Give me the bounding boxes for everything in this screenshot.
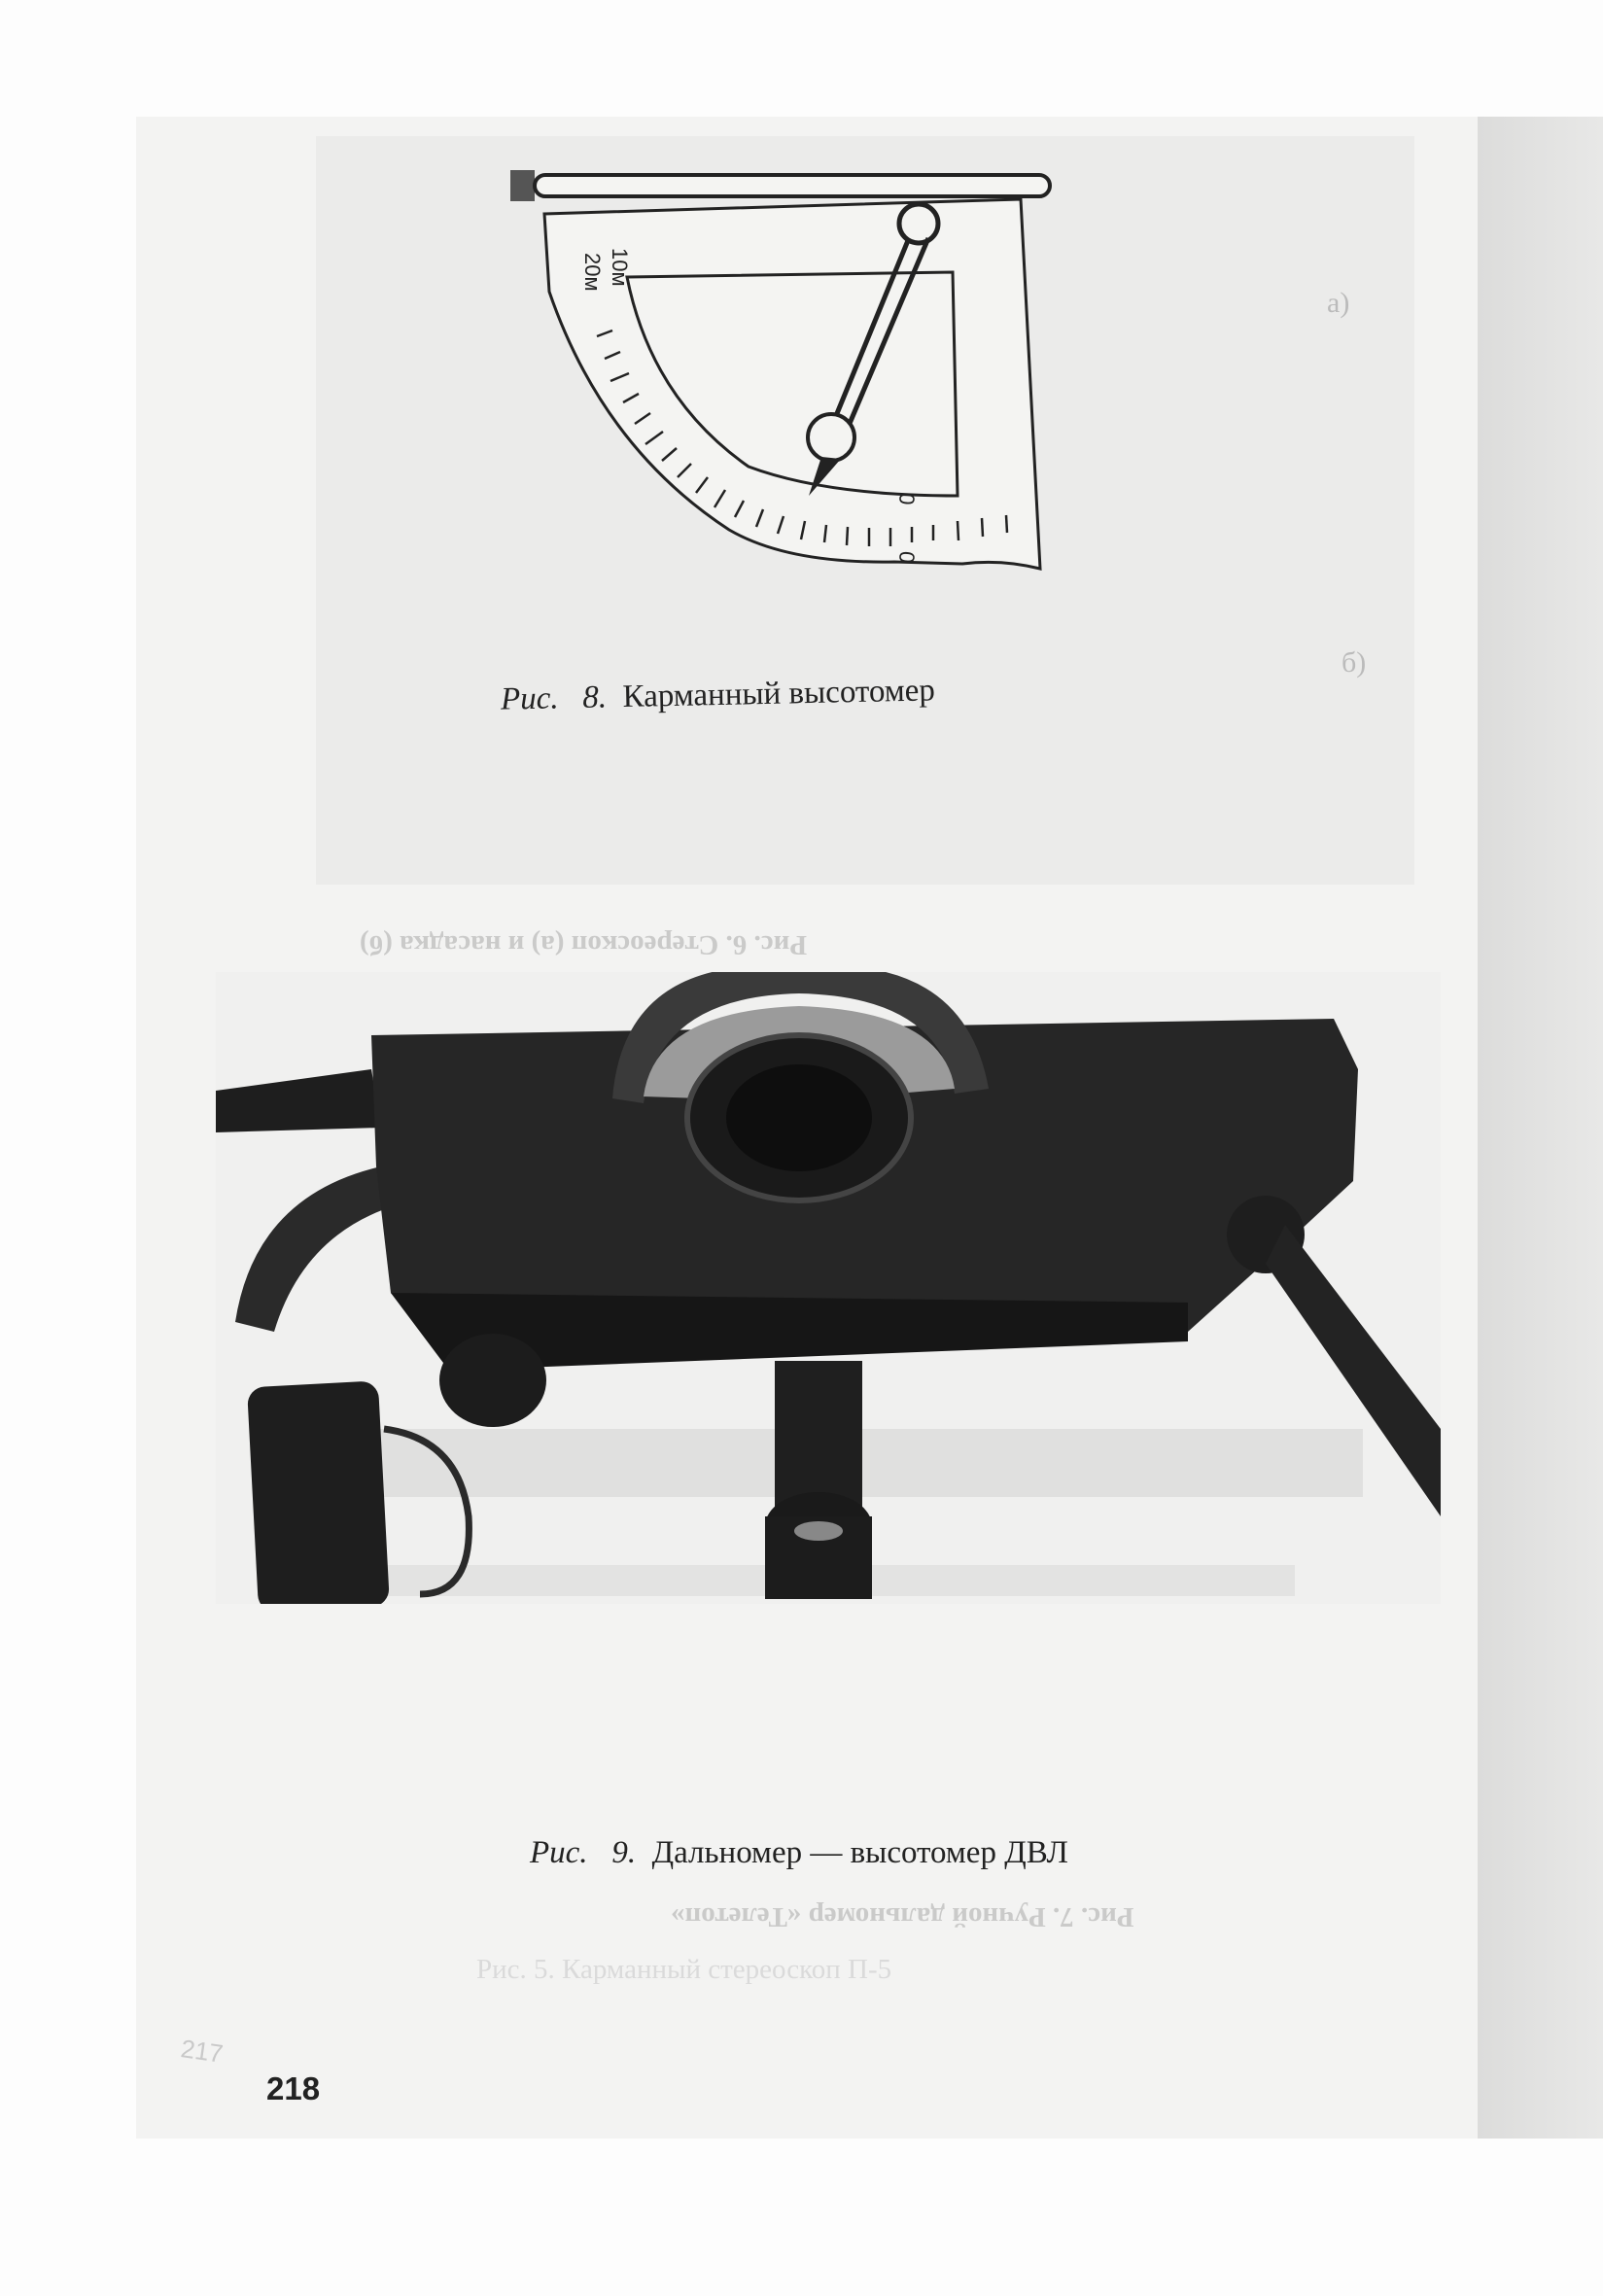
- page-number: 218: [266, 2070, 321, 2106]
- bar-cap: [510, 170, 535, 201]
- sight-bar: [535, 175, 1050, 196]
- figure-9-caption-text: Дальномер — высотомер ДВЛ: [651, 1835, 1068, 1870]
- battery-box: [247, 1380, 390, 1604]
- page-edge-shadow: [1478, 117, 1603, 2139]
- scale-label-20m: 20м: [580, 253, 605, 292]
- figure-8-caption-text: Карманный высотомер: [622, 673, 936, 715]
- figure-9-caption: [530, 1835, 1068, 1871]
- figure-9-caption-label: Рис.: [530, 1835, 588, 1870]
- pivot: [899, 204, 938, 243]
- bleed-mark-b: б): [1342, 646, 1367, 678]
- bleed-caption-3: Рис. 5. Карманный стереоскоп П-5: [476, 1954, 892, 1985]
- bleed-caption-1: Рис. 6. Стереоскоп (а) и насадка (б): [360, 929, 808, 960]
- bleed-page-number: 217: [179, 2034, 226, 2069]
- figure-8-caption-label: Рис.: [500, 680, 559, 717]
- bleed-mark-a: а): [1327, 287, 1350, 319]
- zero-label-b: 0: [894, 550, 921, 565]
- scale-label-10m: 10м: [608, 248, 632, 287]
- figure-8-caption-number: 8.: [581, 679, 608, 715]
- bleed-caption-2: Рис. 7. Ручной дальномер «Телетоп»: [671, 1901, 1134, 1932]
- figure-8-altimeter-drawing: [496, 156, 1069, 593]
- zero-label-a: 0: [894, 492, 921, 506]
- figure-9-rangefinder-photo: [216, 972, 1441, 1604]
- pendulum-weight: [808, 414, 854, 461]
- figure-9-caption-number: 9.: [611, 1835, 637, 1870]
